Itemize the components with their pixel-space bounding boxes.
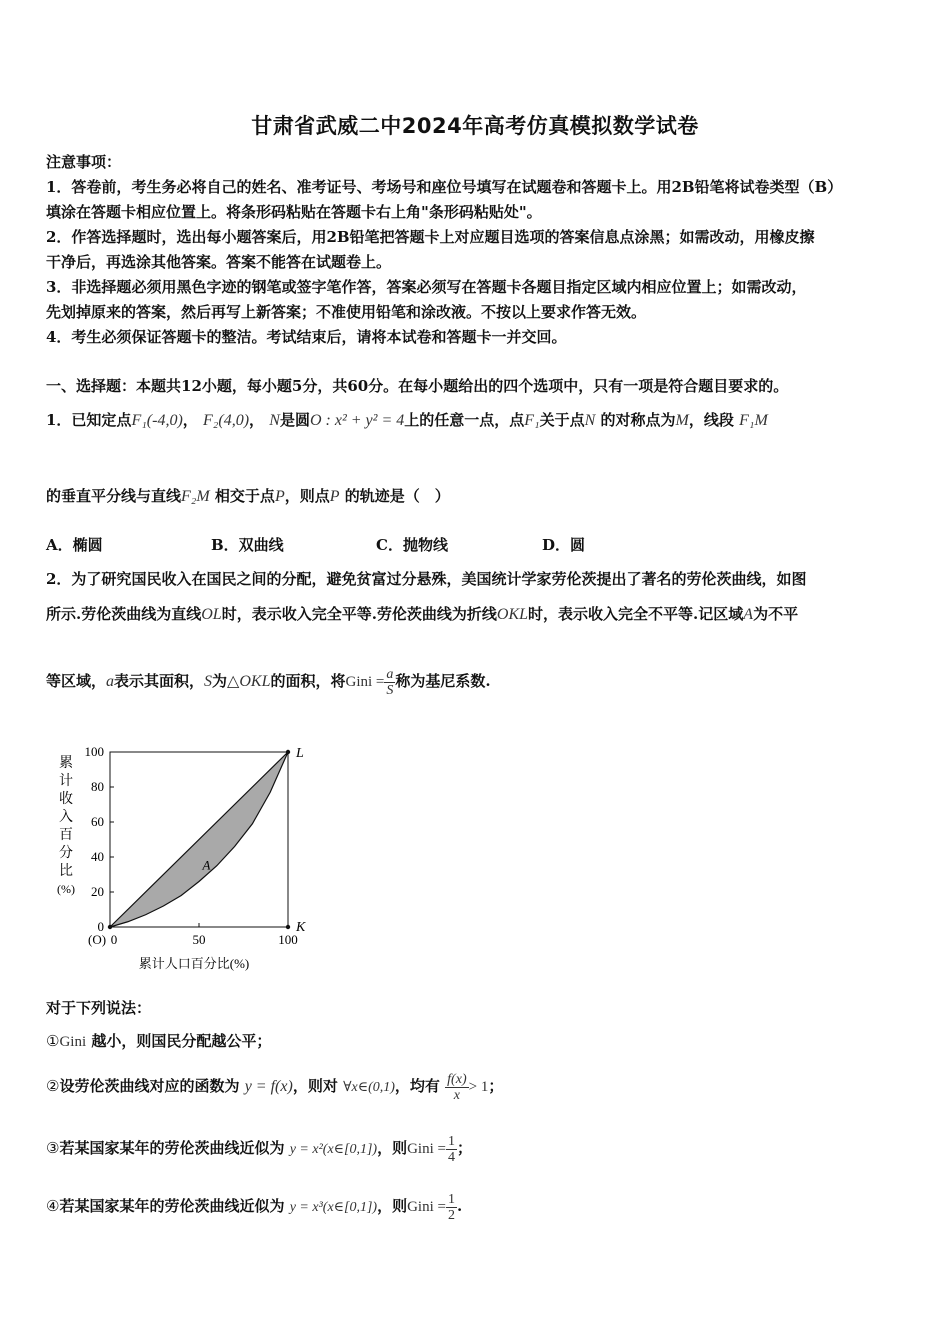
option-d[interactable]: D．圆	[542, 536, 586, 554]
y-tick-label: 100	[84, 744, 104, 759]
question-2-line-1: 2．为了研究国民收入在国民之间的分配，避免贫富过分悬殊，美国统计学家劳伦茨提出了著名的劳伦茨曲线，如图	[46, 570, 807, 588]
statements-intro: 对于下列说法：	[46, 999, 152, 1017]
gini-fraction	[446, 1192, 457, 1223]
q1-text: 的垂直平分线与直线	[46, 487, 182, 505]
q2-triangle: △OKL	[227, 673, 271, 690]
q1-text: ，则点	[284, 487, 330, 505]
statement-4	[46, 1188, 916, 1226]
y-label-char: 分	[59, 846, 73, 861]
gini-fraction	[446, 1134, 457, 1165]
y-tick-label: 40	[91, 849, 104, 864]
q2-text: 为	[212, 672, 228, 690]
q2-gini-fraction	[384, 667, 395, 698]
y-label-char: 比	[59, 864, 73, 879]
statement-end: ；	[456, 1139, 472, 1157]
x-tick-label: 100	[278, 932, 298, 947]
q2-text: 等区域，	[46, 672, 107, 690]
notice-line-1a: 1．答卷前，考生务必将自己的姓名、准考证号、考场号和座位号填写在试题卷和答题卡上。用2B铅笔将试卷类型（B）	[46, 178, 843, 196]
notice-line-3b: 先划掉原来的答案，然后再写上新答案；不准使用铅笔和涂改液。不按以上要求作答无效。	[46, 303, 647, 321]
ratio-fraction	[445, 1072, 468, 1103]
function-expr: y = f(x)	[244, 1078, 293, 1095]
q2-text: 的面积，将	[270, 672, 346, 690]
q1-seg: F₁M	[739, 412, 768, 429]
q2-text: 时，表示收入完全平等.劳伦茨曲线为折线	[221, 605, 497, 623]
question-2-line-3	[46, 664, 916, 699]
q1-text: 相交于点	[214, 487, 275, 505]
q1-p: P	[274, 488, 285, 505]
notice-line-1b: 填涂在答题卡相应位置上。将条形码粘贴在答题卡右上角"条形码粘贴处"。	[46, 203, 542, 221]
q2-text: 称为基尼系数.	[395, 672, 491, 690]
statement-1	[46, 1031, 916, 1052]
label-origin: (O)	[88, 932, 107, 947]
q1-m: M	[675, 412, 689, 429]
domain-expr: ∀x∈(0,1)	[343, 1080, 395, 1095]
statement-2	[46, 1068, 916, 1106]
notice-line-4: 4．考生必须保证答题卡的整洁。考试结束后，请将本试卷和答题卡一并交回。	[46, 328, 567, 346]
question-2-line-2	[46, 604, 916, 625]
gini-term: Gini =	[407, 1141, 446, 1157]
q1-text: 的对称点为	[600, 411, 676, 429]
fraction-numerator: 1	[447, 1133, 455, 1149]
fraction-denominator: S	[386, 682, 394, 698]
gini-term: Gini =	[407, 1199, 446, 1215]
point-o	[108, 925, 112, 929]
statement-end: .	[456, 1197, 463, 1215]
q2-gini: Gini =	[345, 674, 385, 690]
notice-line-2a: 2．作答选择题时，选出每小题答案后，用2B铅笔把答题卡上对应题目选项的答案信息点涂黑；如需改动，用橡皮擦	[46, 228, 815, 246]
y-label-char: 入	[59, 810, 73, 825]
statement-3	[46, 1130, 916, 1168]
y-label-char: 百	[59, 828, 73, 843]
y-label-char: 收	[59, 792, 73, 807]
statement-text: 若某国家某年的劳伦茨曲线近似为	[59, 1197, 285, 1215]
statement-text: 若某国家某年的劳伦茨曲线近似为	[59, 1139, 285, 1157]
q1-text: 是圆	[279, 411, 310, 429]
notice-line-3a: 3．非选择题必须用黑色字迹的钢笔或签字笔作答，答案必须写在答题卡各题目指定区域内相应位置上；如需改动，	[46, 278, 807, 296]
fraction-denominator: x	[453, 1087, 460, 1103]
label-region-a: A	[202, 857, 211, 873]
q2-text: 表示其面积，	[114, 672, 205, 690]
q1-text: 的轨迹是（ ）	[344, 487, 450, 505]
q1-text: 1．已知定点	[46, 411, 132, 429]
option-b[interactable]: B．双曲线	[211, 536, 284, 554]
notice-heading: 注意事项：	[46, 153, 122, 171]
y-tick-label: 0	[97, 919, 104, 934]
q1-sep: ，	[182, 411, 198, 429]
statement-number: ③	[46, 1139, 60, 1157]
statement-number: ④	[46, 1197, 60, 1215]
fraction-numerator: 1	[447, 1191, 455, 1207]
q2-text: 为不平	[753, 605, 799, 623]
y-tick-label: 60	[91, 814, 104, 829]
lorenz-curve-chart	[40, 735, 370, 985]
point-l	[286, 750, 290, 754]
q1-f2: F₂(4,0)	[203, 412, 250, 429]
y-tick-label: 80	[91, 779, 104, 794]
fraction-denominator: 4	[447, 1149, 455, 1165]
statement-end: ；	[488, 1077, 504, 1095]
inequality: > 1	[468, 1079, 489, 1095]
statement-number: ①	[46, 1032, 60, 1050]
q1-f1: F₁(-4,0)	[131, 412, 183, 429]
notice-line-2b: 干净后，再选涂其他答案。答案不能答在试题卷上。	[46, 253, 392, 271]
q1-circle: O : x² + y² = 4	[309, 412, 405, 429]
q1-sep: ，	[249, 411, 265, 429]
fraction-numerator: a	[386, 666, 394, 682]
label-l: L	[296, 746, 304, 761]
curve-expr: y = x²(x∈[0,1])	[289, 1142, 378, 1157]
q1-text: 关于点	[539, 411, 585, 429]
label-k: K	[296, 920, 306, 935]
q1-seg2: F₂M	[181, 488, 210, 505]
statement-text: 越小，则国民分配越公平；	[91, 1032, 272, 1050]
statement-text: ，则	[377, 1197, 408, 1215]
q1-p2: P	[329, 488, 340, 505]
q1-nb: N	[584, 412, 596, 429]
point-k	[286, 925, 290, 929]
statement-text: ，则对	[292, 1077, 338, 1095]
q2-a: A	[743, 606, 754, 623]
region-a	[110, 752, 288, 927]
q2-av: a	[106, 673, 115, 690]
y-axis-label	[57, 755, 75, 896]
statement-text: 设劳伦茨曲线对应的函数为	[59, 1077, 240, 1095]
y-tick-label: 20	[91, 884, 104, 899]
q1-n: N	[269, 412, 280, 429]
section-1-heading: 一、选择题：本题共12小题，每小题5分，共60分。在每小题给出的四个选项中，只有一项是符合题目要求的。	[46, 377, 789, 395]
x-axis-label: 累计人口百分比(%)	[138, 956, 250, 971]
q1-text: ，线段	[688, 411, 734, 429]
curve-expr: y = x³(x∈[0,1])	[289, 1200, 378, 1215]
y-label-char: 累	[59, 756, 73, 771]
q1-f1b: F₁	[524, 412, 540, 429]
q2-text: 所示.劳伦茨曲线为直线	[46, 605, 202, 623]
y-label-char: 计	[59, 774, 73, 789]
option-a[interactable]: A．椭圆	[46, 536, 103, 554]
q2-okl: OKL	[496, 606, 529, 623]
statement-text: ，则	[377, 1139, 408, 1157]
option-c[interactable]: C．抛物线	[376, 536, 448, 554]
q2-text: 时，表示收入完全不平等.记区域	[528, 605, 744, 623]
q2-ol: OL	[201, 606, 222, 623]
y-label-char: (%)	[57, 882, 75, 896]
fraction-denominator: 2	[447, 1207, 455, 1223]
x-tick-label: 0	[110, 932, 118, 947]
question-1-line-2	[46, 486, 916, 507]
statement-number: ②	[46, 1077, 60, 1095]
q1-text: 上的任意一点，点	[404, 411, 525, 429]
x-tick-label: 50	[192, 932, 206, 947]
fraction-numerator: f(x)	[447, 1071, 467, 1087]
q2-s: S	[204, 673, 213, 690]
question-1-line-1	[46, 410, 916, 431]
statement-text: ，均有	[394, 1077, 440, 1095]
page-title: 甘肃省武威二中2024年高考仿真模拟数学试卷	[251, 114, 699, 138]
gini-term: Gini	[59, 1034, 87, 1050]
